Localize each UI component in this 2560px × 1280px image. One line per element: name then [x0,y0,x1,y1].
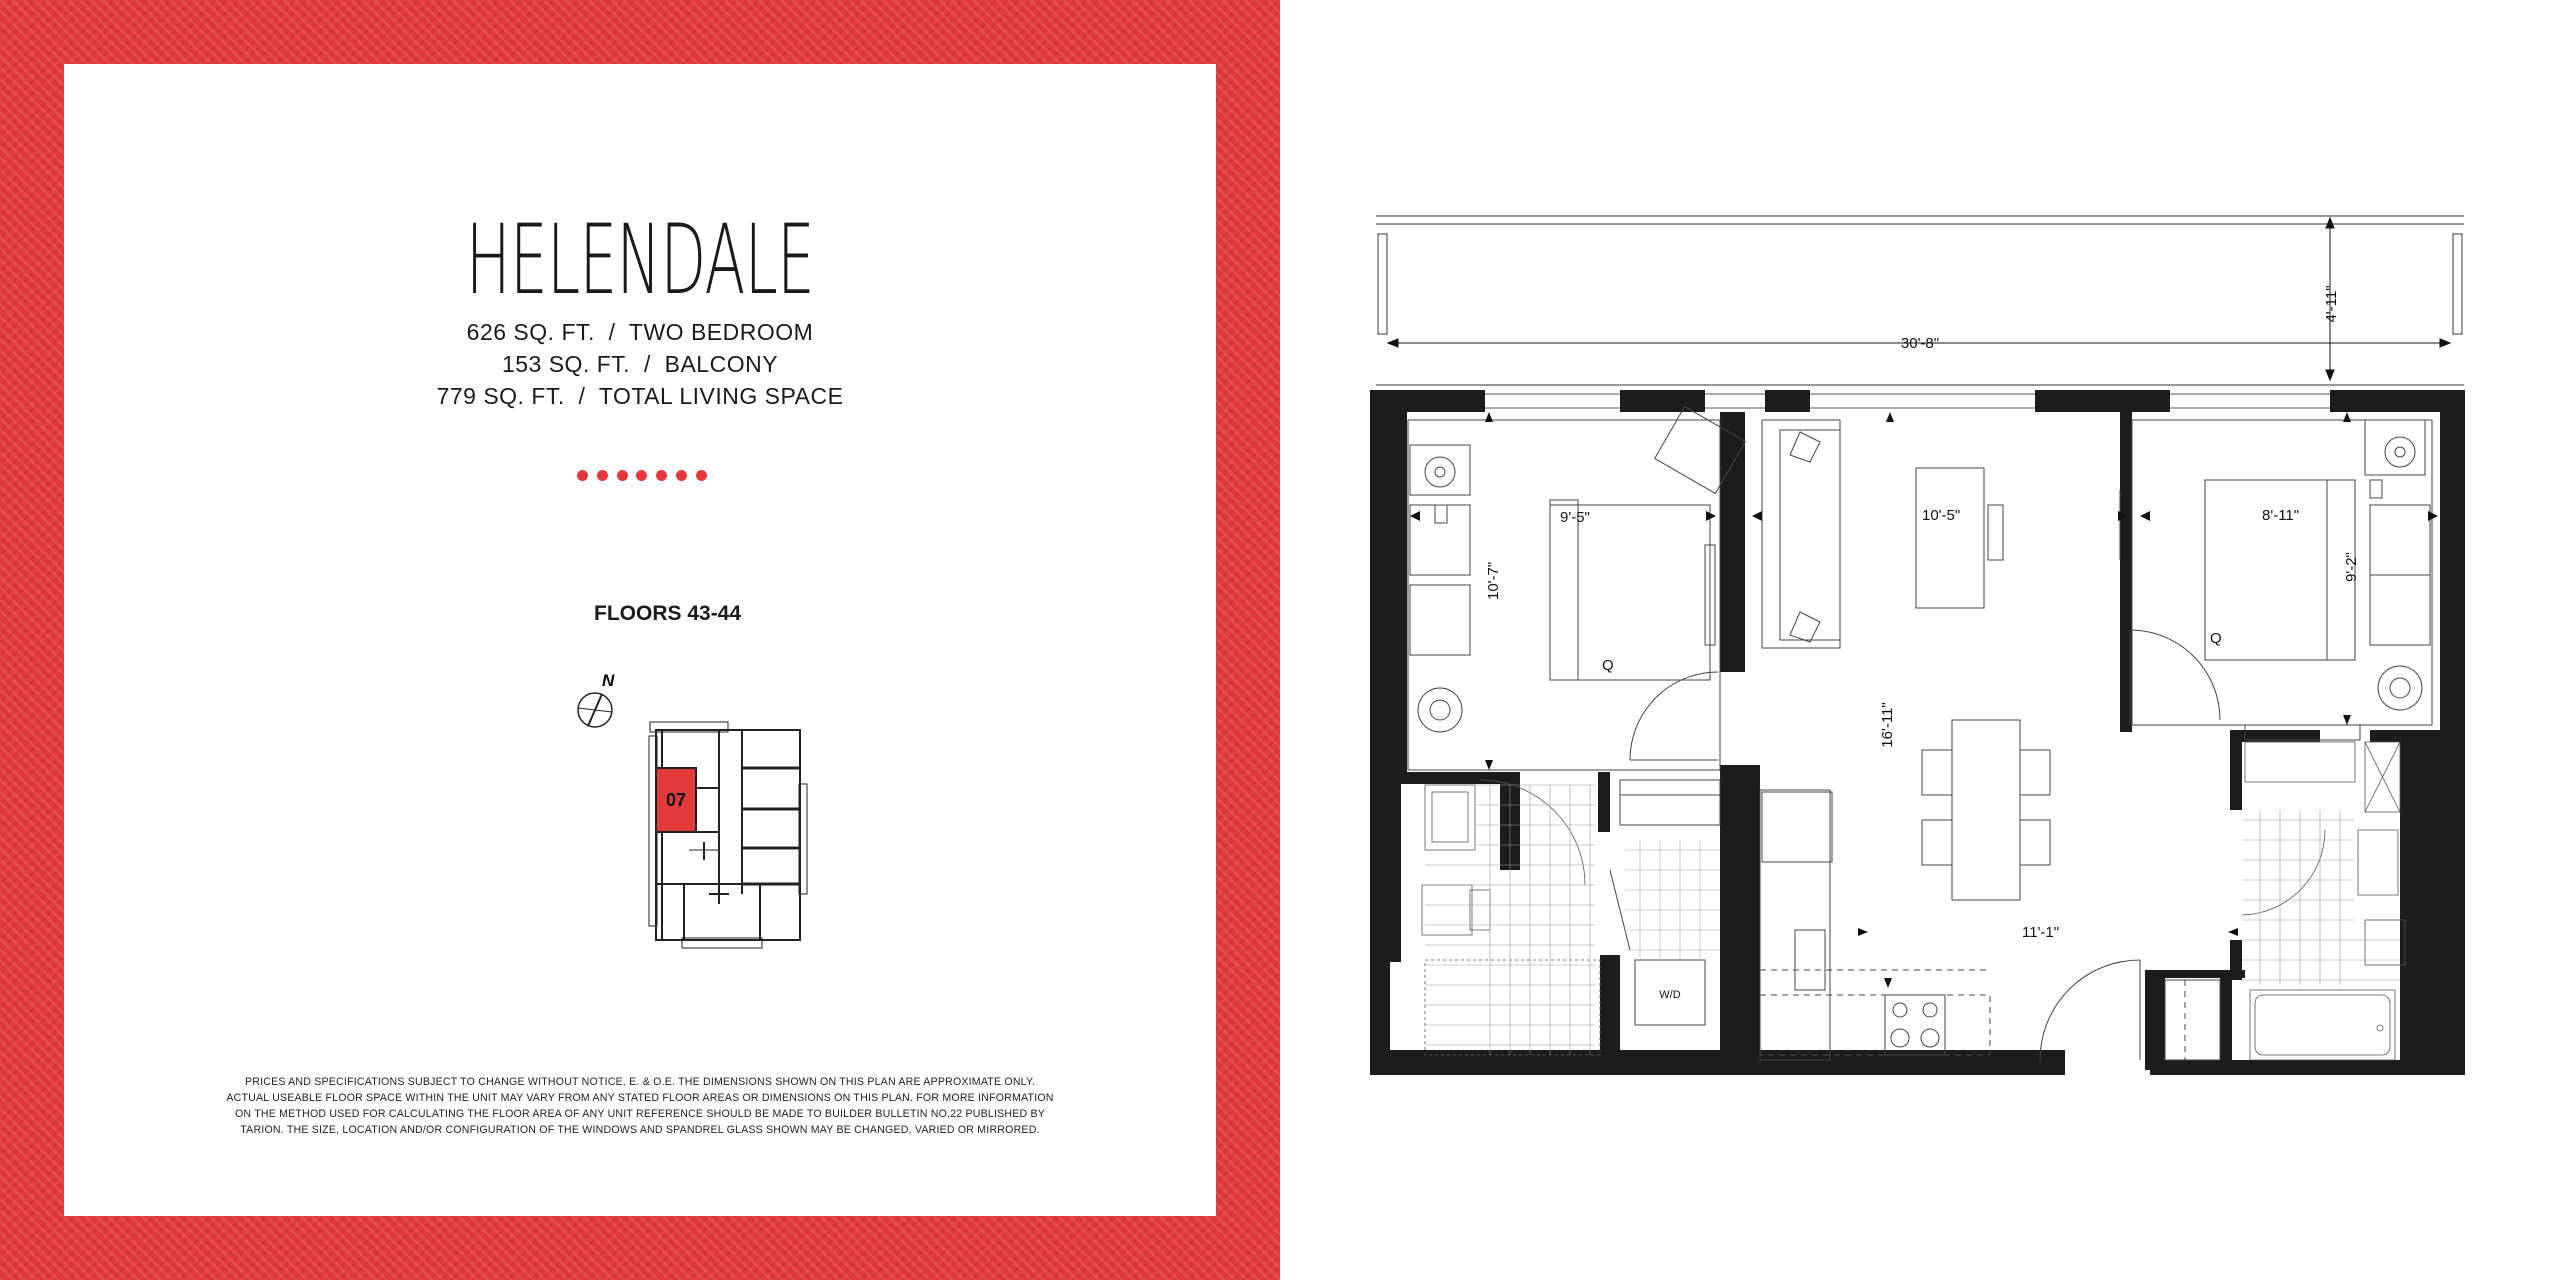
balcony-depth-label: 4'-11" [2323,285,2340,323]
floor-plan [1340,180,2500,1120]
balcony [1376,216,2464,385]
floors-label: FLOORS 43-44 [594,602,742,625]
living-dim-arrows [1752,412,2128,521]
bedroom-1 [1408,407,1745,770]
sink [1795,930,1825,990]
suite-specs [64,316,1216,412]
spec-balcony: 153 SQ. FT. / BALCONY [501,351,779,377]
bedroom-2-depth-label: 9'-2" [2343,552,2360,582]
shower-1 [1425,960,1600,1055]
suite-title: HELENDALE [465,204,815,316]
cooktop [1885,995,1945,1055]
bed-1-size: Q [1602,657,1614,674]
bedroom-1-dim-arrows [1410,412,1716,770]
divider-dot [617,470,628,481]
divider-dot [656,470,667,481]
divider-dot [676,470,687,481]
bathroom-1-tiles [1425,785,1595,1055]
divider-dot [577,470,588,481]
dining-table [1952,720,2020,900]
dot-divider [577,470,707,486]
balcony-dimension [1388,218,2450,380]
north-label: N [602,671,615,690]
divider-dot [597,470,608,481]
toilet-1 [1422,885,1472,935]
info-card [64,64,1216,1216]
bedroom-2-dim-arrows [2140,412,2438,725]
bathtub [2250,990,2395,1060]
kitchen [1760,790,1990,1060]
vanity-2 [2358,830,2398,895]
north-compass-icon [578,671,615,727]
key-plan [504,604,824,964]
divider-dot [696,470,707,481]
living-width-label: 10'-5" [1922,507,1961,524]
toilet-2 [2365,920,2405,965]
sofa [1762,420,1840,648]
tv-stand [1916,468,1984,608]
kitchen-width-label: 11'-1" [2022,924,2060,941]
balcony-width-label: 30'-8" [1900,335,1940,352]
unit-number: 07 [665,790,687,810]
vanity-1 [1425,785,1475,850]
washer-dryer-label: W/D [1659,989,1681,1001]
bedroom-2-width-label: 8'-11" [2262,507,2300,524]
window-glazing [1485,394,2330,408]
bedroom-1-depth-label: 10'-7" [1485,561,1502,600]
bed-1 [1550,505,1710,680]
entry-door [2040,960,2140,1060]
divider-dot [636,470,647,481]
legal-disclaimer: PRICES AND SPECIFICATIONS SUBJECT TO CHANGE WITHOUT NOTICE. E. & O.E. THE DIMENSIONS SHOWN ON THIS PLAN ARE APPROXIMATE ONLY. ACTUAL USEABLE FLOOR SPACE WITHIN THE UNIT MAY VARY FROM ANY STATED FLOOR AREAS OR DIMENSIONS ON THIS PLAN. FOR MORE INFORMATION ON THE METHOD USED FOR CALCULATING THE FLOOR AREA OF ANY UNIT REFERENCE SHOULD BE MADE TO BUILDER BULLETIN NO.22 PUBLISHED BY TARION. THE SIZE, LOCATION AND/OR CONFIGURATION OF THE WINDOWS AND SPANDREL GLASS SHOWN MAY BE CHANGED, VARIED OR MIRRORED. [226,1076,1054,1136]
bed-2-size: Q [2210,630,2222,647]
building-outline [649,722,807,948]
spec-interior: 626 SQ. FT. / TWO BEDROOM [466,319,814,345]
living-depth-label: 16'-11" [1879,702,1896,748]
bathroom-2 [2242,742,2405,1060]
closet-2 [2165,980,2220,1060]
bedroom-1-width-label: 9'-5" [1560,509,1590,526]
bathroom-2-tiles [2242,810,2400,985]
bedroom-2 [2130,420,2432,740]
hall-tiles [1625,840,1720,960]
spec-total: 779 SQ. FT. / TOTAL LIVING SPACE [436,383,844,409]
living-area [1762,420,2120,900]
